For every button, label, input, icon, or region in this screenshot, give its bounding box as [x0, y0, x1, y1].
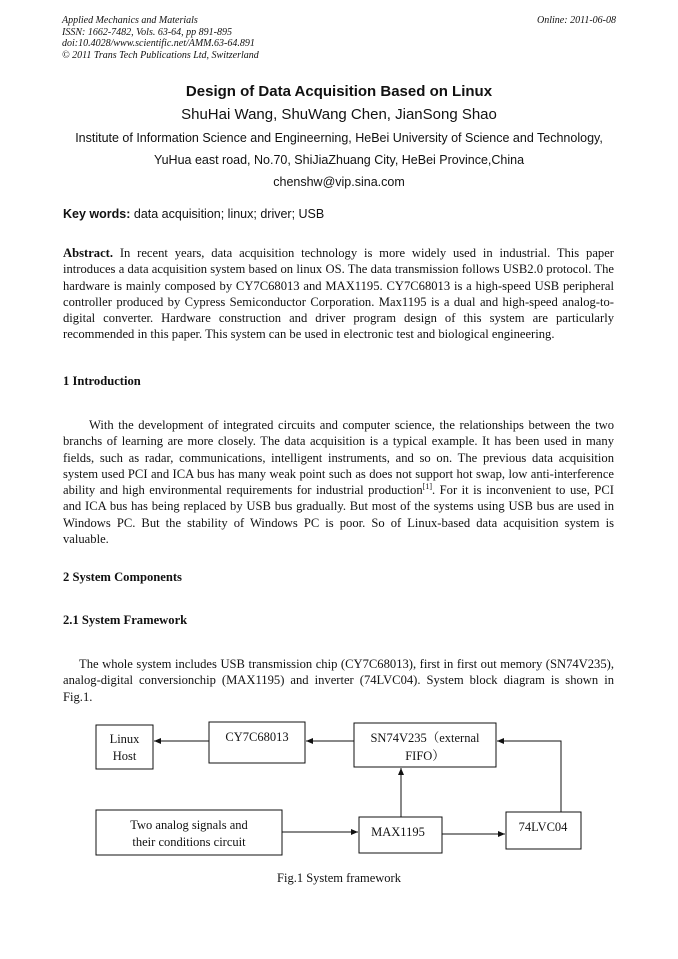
journal-name: Applied Mechanics and Materials: [62, 15, 198, 26]
max1195-label: MAX1195: [371, 825, 425, 839]
paper-title: Design of Data Acquisition Based on Linux: [185, 83, 493, 100]
linux-host-label-1: Linux: [109, 732, 140, 746]
framework-heading: 2.1 System Framework: [63, 613, 188, 627]
keywords-text: data acquisition; linux; driver; USB: [130, 207, 325, 221]
cy7c68013-box: [209, 722, 305, 763]
keywords: [63, 207, 324, 221]
author-email[interactable]: chenshw@vip.sina.com: [273, 175, 405, 189]
intro-heading: 1 Introduction: [63, 374, 141, 388]
affiliation-line-2: YuHua east road, No.70, ShiJiaZhuang City, HeBei Province,China: [153, 153, 525, 167]
online-date: Online: 2011-06-08: [537, 15, 616, 26]
journal-header: [62, 15, 259, 61]
figure-caption: Fig.1 System framework: [277, 871, 401, 885]
paper-authors: ShuHai Wang, ShuWang Chen, JianSong Shao: [181, 106, 497, 123]
intro-text-1: With the development of integrated circuits and computer science, the relationships between the two branchs of learning are more closely. The data acquisition is a typical example. It has been used in many fields, such as radar, communications, intelligent instruments, and so on. The previous data acquisition system used PCI and ICA bus has many weak point such as does not support hot swap, low anti-interference ability and high environmental requirements for industrial production: [63, 418, 614, 498]
issn-line: ISSN: 1662-7482, Vols. 63-64, pp 891-895: [62, 26, 232, 38]
intro-citation[interactable]: [1]: [422, 482, 432, 492]
arrow-lvc-to-fifo: [497, 741, 561, 812]
lvc04-box: [506, 812, 581, 849]
intro-text-2: . For it is inconvenient to use, PCI and ICA bus has being replaced by USB bus gradually. But most of the systems using USB bus are used in Windows PC. But the stability of Windows PC is poor. So of Linux-based data acquisition system is valuable.: [63, 483, 614, 547]
max1195-box: [359, 817, 442, 853]
keywords-label: Key words:: [63, 207, 131, 221]
components-heading: 2 System Components: [63, 570, 182, 584]
intro-paragraph: [63, 417, 614, 547]
analog-signals-box: [96, 810, 282, 855]
abstract: [63, 245, 614, 343]
linux-host-box: [96, 725, 153, 769]
sn74v235-label-1: SN74V235（external: [370, 731, 480, 745]
linux-host-label-2: Host: [112, 749, 137, 763]
framework-paragraph: The whole system includes USB transmission chip (CY7C68013), first in first out memory (SN74V235), analog-digital conversionchip (MAX1195) and inverter (74LVC04). System block diagram is shown in Fig.1.: [63, 657, 614, 704]
copyright-line: © 2011 Trans Tech Publications Ltd, Switzerland: [62, 49, 259, 61]
analog-label-2: their conditions circuit: [132, 835, 246, 849]
abstract-label: Abstract.: [63, 246, 114, 260]
affiliation-line-1: Institute of Information Science and Engineerning, HeBei University of Science and Technology,: [75, 131, 603, 145]
sn74v235-box: [354, 723, 496, 767]
sn74v235-label-2: FIFO）: [405, 749, 445, 763]
abstract-text: In recent years, data acquisition technology is more widely used in industrial. This paper introduces a data acquisition system based on linux OS. The data transmission follows USB2.0 protocol. The hardware is mainly composed by CY7C68013 and MAX1195. CY7C68013 is a high-speed USB peripheral controller produced by Cypress Semiconductor Corporation. Max1195 is a dual and high-speed analog-to-digital converter. Hardware construction and driver program design of this system are particularly recommended in this paper. This system can be used in electronic test and biological engineering.: [63, 246, 614, 342]
cy7c68013-label: CY7C68013: [225, 730, 289, 744]
lvc04-label: 74LVC04: [518, 820, 568, 834]
analog-label-1: Two analog signals and: [130, 818, 248, 832]
doi-line: doi:10.4028/www.scientific.net/AMM.63-64.891: [62, 38, 255, 49]
